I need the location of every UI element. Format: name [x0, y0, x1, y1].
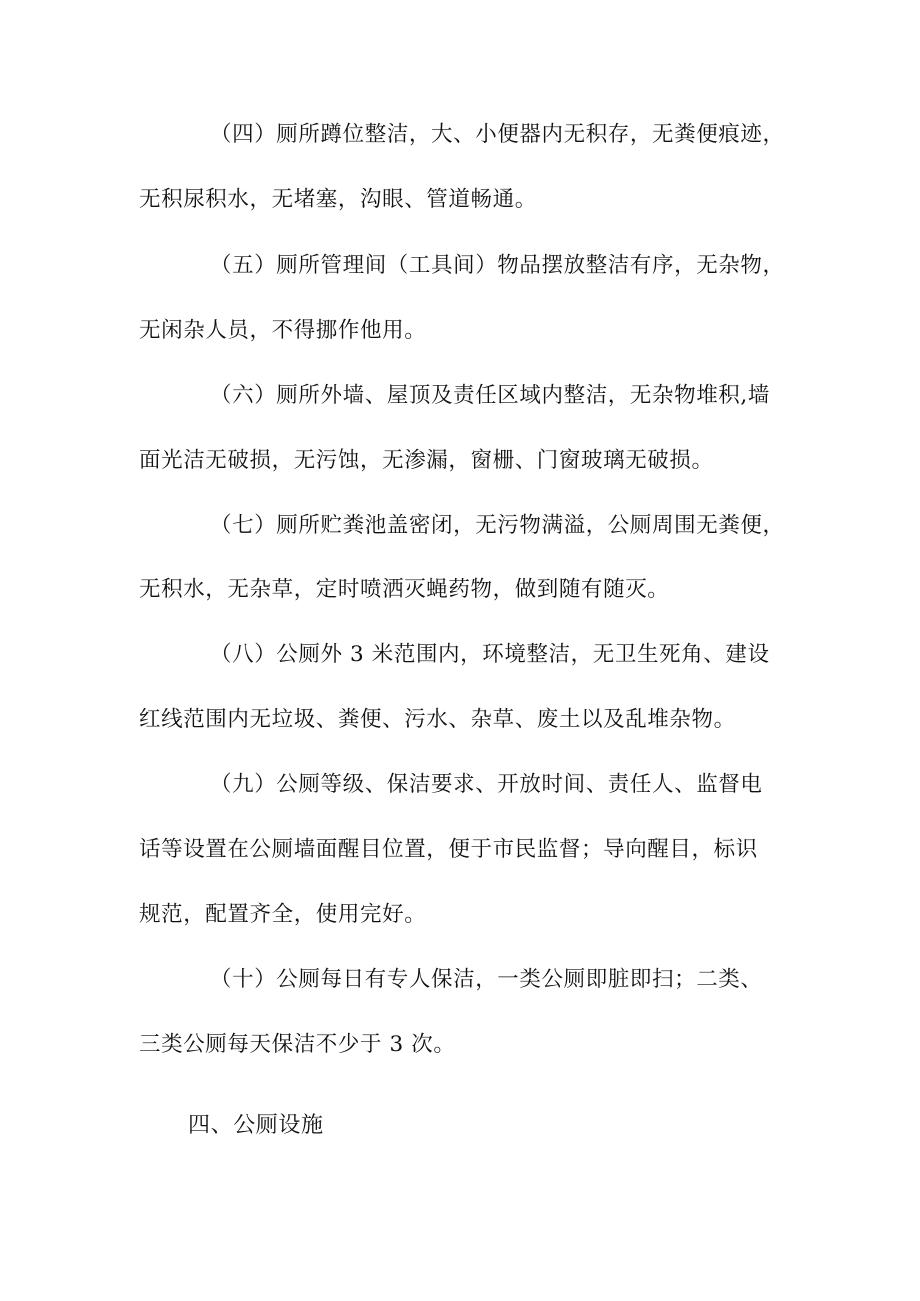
- paragraph-9-line-3: 规范，配置齐全，使用完好。: [139, 902, 427, 927]
- paragraph-8-line-2: 红线范围内无垃圾、粪便、污水、杂草、废土以及乱堆杂物。: [139, 707, 736, 732]
- section-heading: 四、公厕设施: [188, 1113, 324, 1138]
- paragraph-7-line-1: （七）厕所贮粪池盖密闭，无污物满溢，公厕周围无粪便，: [210, 513, 785, 538]
- paragraph-6-line-2: 面光洁无破损，无污蚀，无渗漏，窗栅、门窗玻璃无破损。: [139, 448, 714, 473]
- paragraph-4-line-1: （四）厕所蹲位整洁，大、小便器内无积存，无粪便痕迹，: [210, 122, 785, 147]
- paragraph-6-line-1: （六）厕所外墙、屋顶及责任区域内整洁，无杂物堆积,墙: [210, 383, 770, 408]
- paragraph-10-line-1: （十）公厕每日有专人保洁，一类公厕即脏即扫；二类、: [210, 967, 763, 992]
- paragraph-4-line-2: 无积尿积水，无堵塞，沟眼、管道畅通。: [139, 187, 537, 212]
- paragraph-7-line-2: 无积水，无杂草，定时喷洒灭蝇药物，做到随有随灭。: [139, 577, 670, 602]
- paragraph-8-line-1: （八）公厕外 3 米范围内，环境整洁，无卫生死角、建设: [210, 642, 770, 667]
- paragraph-5-line-1: （五）厕所管理间（工具间）物品摆放整洁有序，无杂物，: [210, 253, 785, 278]
- paragraph-10-line-2: 三类公厕每天保洁不少于 3 次。: [139, 1032, 456, 1057]
- paragraph-5-line-2: 无闲杂人员，不得挪作他用。: [139, 318, 427, 343]
- paragraph-9-line-1: （九）公厕等级、保洁要求、开放时间、责任人、监督电: [210, 772, 763, 797]
- paragraph-9-line-2: 话等设置在公厕墙面醒目位置，便于市民监督；导向醒目，标识: [139, 837, 758, 862]
